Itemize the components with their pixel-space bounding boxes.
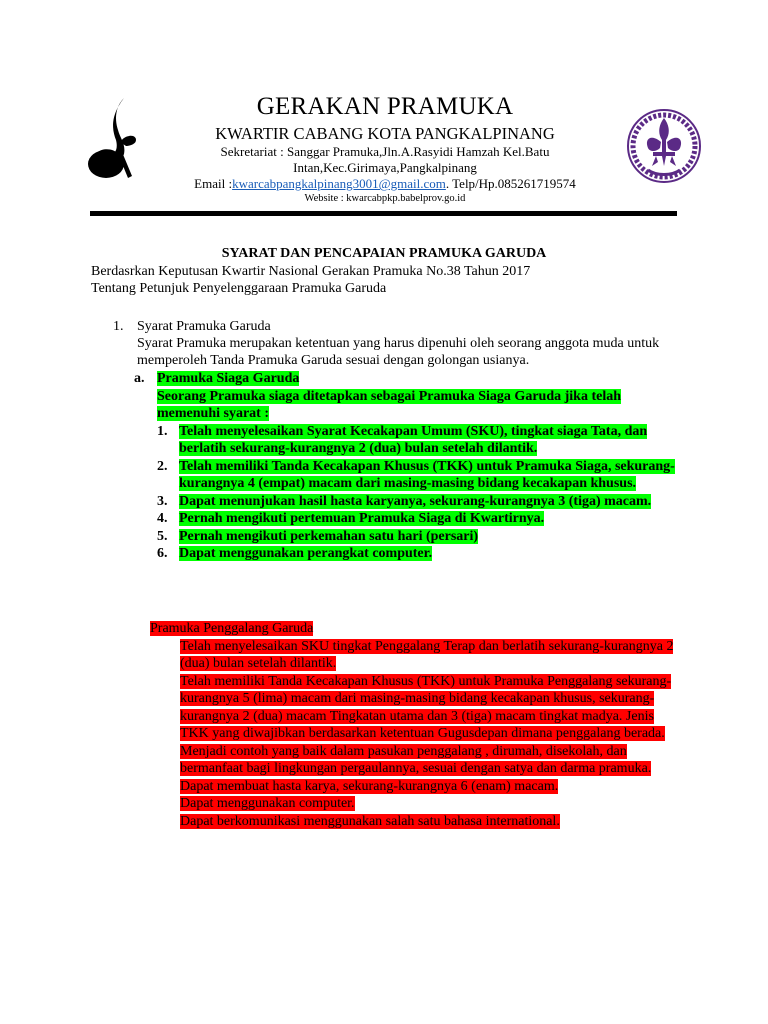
item-text: Telah memiliki Tanda Kecakapan Khusus (TKK) untuk Pramuka Siaga, sekurang-kurangnya 4 (empat) macam dari masing-masing bidang kecakapan khusus. xyxy=(179,458,675,491)
list-item xyxy=(150,743,680,778)
item-number: 6. xyxy=(157,546,168,561)
tunas-kelapa-logo-icon xyxy=(86,96,144,188)
list-item xyxy=(150,778,680,796)
website-line: Website : kwarcabpkp.babelprov.go.id xyxy=(304,193,466,204)
item-text: Dapat menggunakan perangkat computer. xyxy=(179,546,433,561)
header-divider xyxy=(90,211,677,216)
list-item xyxy=(157,458,677,493)
contact-line xyxy=(150,176,620,192)
item-number: 4. xyxy=(157,511,168,526)
section-number: 1. xyxy=(113,319,124,334)
list-item xyxy=(157,493,677,511)
item-number: 5. xyxy=(157,528,168,544)
item-text: Telah menyelesaikan SKU tingkat Penggalang Terap dan berlatih sekurang-kurangnya 2 (dua) bulan setelah dilantik. xyxy=(180,638,674,671)
kwartir-name: KWARTIR CABANG KOTA PANGKALPINANG xyxy=(215,124,555,143)
siaga-intro: Seorang Pramuka siaga ditetapkan sebagai Pramuka Siaga Garuda jika telah memenuhi syarat : xyxy=(157,388,621,421)
address-line-1: Sekretariat : Sanggar Pramuka,Jln.A.Rasyidi Hamzah Kel.Batu xyxy=(220,144,550,159)
list-item xyxy=(157,545,677,563)
list-item xyxy=(157,510,677,528)
item-number: 2. xyxy=(157,458,168,474)
item-text: Telah memiliki Tanda Kecakapan Khusus (TKK) untuk Pramuka Penggalang sekurang-kurangnya 5 (lima) macam dari masing-masing bidang kecakapan khusus, sekurang-kurangnya 2 (dua) macam Tingkatan utama dan 3 (tiga) macam tingkat madya. Jenis TKK yang diwajibkan berdasarkan ketentuan Gugusdepan dimana penggalang berada. xyxy=(180,673,672,741)
letterhead xyxy=(150,92,620,206)
section-heading: Syarat Pramuka Garuda xyxy=(137,319,271,334)
list-item xyxy=(150,795,680,813)
intro-line-2: Tentang Petunjuk Penyelenggaraan Pramuka Garuda xyxy=(91,281,387,296)
section-1 xyxy=(137,318,677,369)
item-text: Dapat membuat hasta karya, sekurang-kurangnya 6 (enam) macam. xyxy=(180,778,559,794)
item-text: Dapat menunjukan hasil hasta karyanya, sekurang-kurangnya 3 (tiga) macam. xyxy=(179,493,652,509)
penggalang-requirements-list xyxy=(150,638,680,831)
subsection-marker: a. xyxy=(134,371,145,386)
intro-line-1: Berdasrkan Keputusan Kwartir Nasional Gerakan Pramuka No.38 Tahun 2017 xyxy=(91,264,531,279)
email-link[interactable]: kwarcabpangkalpinang3001@gmail.com xyxy=(232,176,446,191)
item-text: Pernah mengikuti perkemahan satu hari (persari) xyxy=(179,528,479,544)
phone-text: . Telp/Hp.085261719574 xyxy=(445,176,576,191)
list-item xyxy=(150,813,680,831)
siaga-garuda-section xyxy=(157,370,677,563)
item-text: Pernah mengikuti pertemuan Pramuka Siaga di Kwartirnya. xyxy=(179,511,545,526)
list-item xyxy=(157,423,677,458)
item-number: 3. xyxy=(157,493,168,509)
list-item xyxy=(150,638,680,673)
siaga-requirements-list xyxy=(157,423,677,563)
penggalang-garuda-section xyxy=(150,620,680,830)
item-text: Dapat berkomunikasi menggunakan salah satu bahasa international. xyxy=(180,813,560,829)
item-text: Menjadi contoh yang baik dalam pasukan penggalang , dirumah, disekolah, dan bermanfaat bagi lingkungan pergaulannya, sesuai dengan satya dan darma pramuka. xyxy=(180,743,652,776)
list-item xyxy=(150,673,680,743)
address-line-2: Intan,Kec.Girimaya,Pangkalpinang xyxy=(293,160,477,175)
email-label: Email : xyxy=(194,176,233,191)
scout-fleur-de-lis-emblem-icon xyxy=(626,100,702,192)
organization-name: GERAKAN PRAMUKA xyxy=(256,93,514,120)
item-number: 1. xyxy=(157,423,168,439)
document-title: SYARAT DAN PENCAPAIAN PRAMUKA GARUDA xyxy=(221,246,547,261)
list-item xyxy=(157,528,677,546)
siaga-heading: Pramuka Siaga Garuda xyxy=(157,371,300,386)
item-text: Dapat menggunakan computer. xyxy=(180,796,355,811)
section-description: Syarat Pramuka merupakan ketentuan yang harus dipenuhi oleh seorang anggota muda untuk memperoleh Tanda Pramuka Garuda sesuai dengan golongan usianya. xyxy=(137,336,660,368)
item-text: Telah menyelesaikan Syarat Kecakapan Umum (SKU), tingkat siaga Tata, dan berlatih sekurang-kurangnya 2 (dua) bulan setelah dilantik. xyxy=(179,423,648,456)
penggalang-heading: Pramuka Penggalang Garuda xyxy=(150,621,314,636)
